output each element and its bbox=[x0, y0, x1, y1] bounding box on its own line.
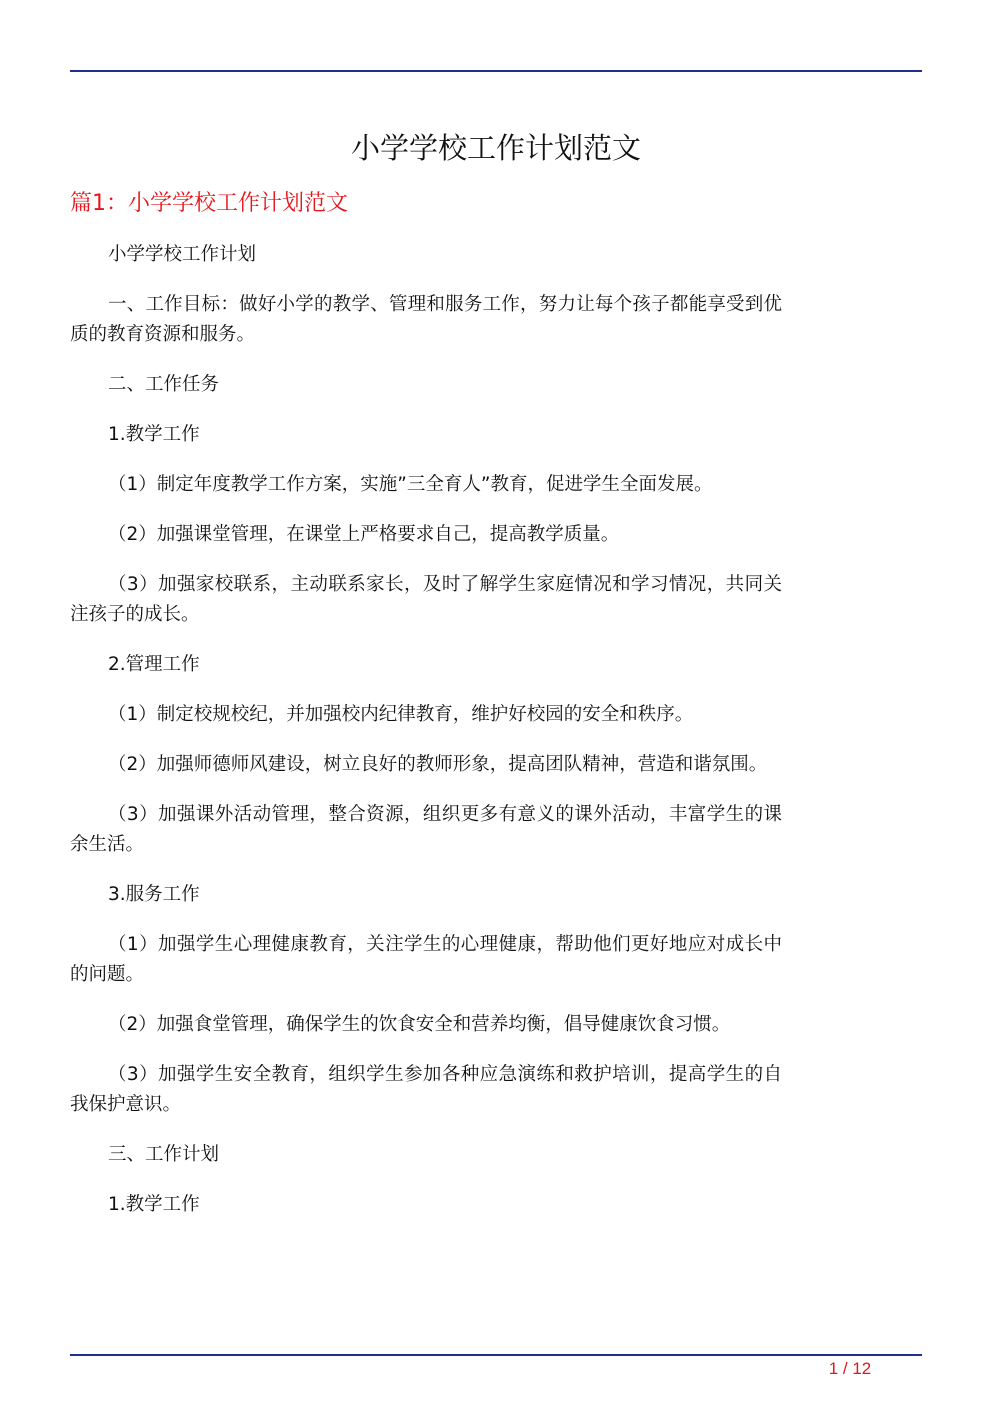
paragraph: （3）加强家校联系，主动联系家长，及时了解学生家庭情况和学习情况，共同关注孩子的成长。 bbox=[70, 574, 782, 625]
paragraph: 1.教学工作 bbox=[108, 424, 200, 445]
paragraph: （2）加强食堂管理，确保学生的饮食安全和营养均衡，倡导健康饮食习惯。 bbox=[108, 1014, 731, 1035]
footer-rule bbox=[70, 1354, 922, 1356]
document-title: 小学学校工作计划范文 bbox=[350, 131, 641, 165]
header-rule bbox=[70, 70, 922, 72]
paragraph: 1.教学工作 bbox=[108, 1194, 200, 1215]
paragraph: （1）制定校规校纪，并加强校内纪律教育，维护好校园的安全和秩序。 bbox=[108, 704, 694, 725]
paragraph: 小学学校工作计划 bbox=[108, 244, 257, 265]
page-number: 1 / 12 bbox=[828, 1359, 872, 1378]
paragraph: （2）加强课堂管理，在课堂上严格要求自己，提高教学质量。 bbox=[108, 524, 620, 545]
paragraph: 一、工作目标：做好小学的教学、管理和服务工作，努力让每个孩子都能享受到优质的教育资源和服务。 bbox=[70, 294, 782, 345]
paragraph: （2）加强师德师风建设，树立良好的教师形象，提高团队精神，营造和谐氛围。 bbox=[108, 754, 768, 775]
paragraph: （1）加强学生心理健康教育，关注学生的心理健康，帮助他们更好地应对成长中的问题。 bbox=[70, 934, 782, 985]
paragraph: 三、工作计划 bbox=[108, 1144, 220, 1165]
paragraph: （3）加强课外活动管理，整合资源，组织更多有意义的课外活动，丰富学生的课余生活。 bbox=[70, 804, 782, 855]
paragraph: 3.服务工作 bbox=[108, 884, 200, 905]
paragraph: （3）加强学生安全教育，组织学生参加各种应急演练和救护培训，提高学生的自我保护意识。 bbox=[70, 1064, 782, 1115]
paragraph: 2.管理工作 bbox=[108, 654, 200, 675]
document-body bbox=[70, 240, 782, 1240]
paragraph: 二、工作任务 bbox=[108, 374, 220, 395]
section-heading: 篇1：小学学校工作计划范文 bbox=[70, 191, 348, 216]
paragraph: （1）制定年度教学工作方案，实施”三全育人”教育，促进学生全面发展。 bbox=[108, 474, 713, 495]
